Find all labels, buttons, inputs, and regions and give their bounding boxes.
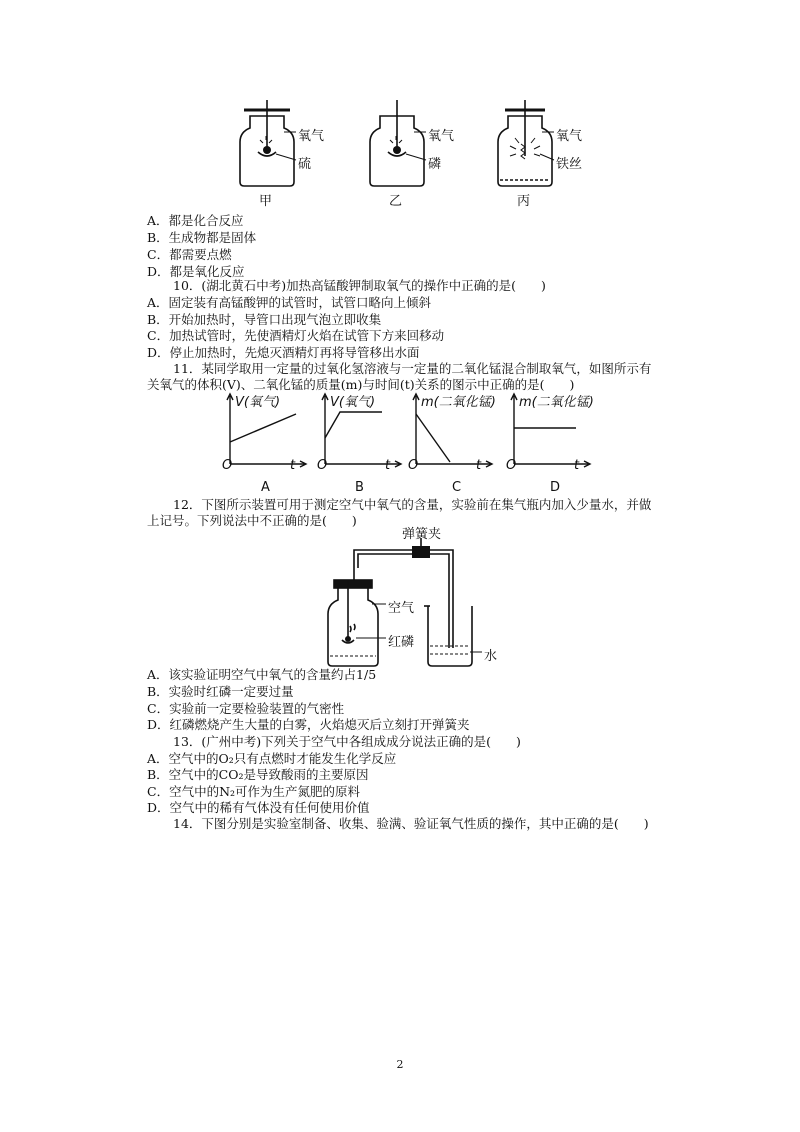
jar3-iron-wire-label: 铁丝 bbox=[556, 157, 583, 172]
q13-stem: 13．(广州中考)下列关于空气中各组成成分说法正确的是( ) bbox=[173, 734, 521, 749]
q9-option-c: C．都需要点燃 bbox=[147, 247, 232, 262]
jar1-oxygen-label: 氧气 bbox=[298, 129, 325, 144]
page-number: 2 bbox=[396, 1058, 404, 1071]
graph-a-curve bbox=[230, 414, 296, 442]
q11-stem-line2: 关氧气的体积(V)、二氧化锰的质量(m)与时间(t)关系的图示中正确的是( ) bbox=[147, 377, 575, 392]
graph-a-caption: A bbox=[261, 480, 270, 495]
q10-option-b: B．开始加热时，导管口出现气泡立即收集 bbox=[147, 312, 382, 327]
spring-clamp-label: 弹簧夹 bbox=[402, 527, 442, 542]
q13-option-d: D．空气中的稀有气体没有任何使用价值 bbox=[147, 800, 370, 815]
jar2-caption: 乙 bbox=[389, 194, 403, 209]
q10-option-c: C．加热试管时，先使酒精灯火焰在试管下方来回移动 bbox=[147, 328, 445, 343]
graph-b-curve bbox=[325, 412, 382, 438]
q14-stem: 14．下图分别是实验室制备、收集、验满、验证氧气性质的操作，其中正确的是( ) bbox=[173, 816, 649, 831]
graph-c-xlabel: t bbox=[476, 458, 482, 473]
combustion-jars-figure bbox=[230, 96, 590, 236]
graph-a-origin: O bbox=[222, 458, 233, 473]
q10-stem: 10．(湖北黄石中考)加热高锰酸钾制取氧气的操作中正确的是( ) bbox=[173, 278, 546, 293]
q12-option-d: D．红磷燃烧产生大量的白雾，火焰熄灭后立刻打开弹簧夹 bbox=[147, 717, 470, 732]
q12-stem-line2: 上记号。下列说法中不正确的是( ) bbox=[147, 513, 357, 528]
graph-c-ylabel: m(二氧化锰) bbox=[421, 395, 496, 410]
q9-option-a: A．都是化合反应 bbox=[147, 213, 244, 228]
air-label: 空气 bbox=[388, 601, 415, 616]
q9-option-b: B．生成物都是固体 bbox=[147, 230, 257, 245]
graph-b-caption: B bbox=[355, 480, 364, 495]
graph-b-origin: O bbox=[317, 458, 328, 473]
graph-d-xlabel: t bbox=[574, 458, 580, 473]
q12-stem-line1: 12．下图所示装置可用于测定空气中氧气的含量，实验前在集气瓶内加入少量水，并做 bbox=[173, 497, 652, 512]
q12-option-a: A．该实验证明空气中氧气的含量约占1/5 bbox=[147, 667, 377, 682]
jar1-sulfur-label: 硫 bbox=[298, 157, 312, 172]
q12-option-b: B．实验时红磷一定要过量 bbox=[147, 684, 294, 699]
q13-option-a: A．空气中的O₂只有点燃时才能发生化学反应 bbox=[147, 751, 397, 766]
graph-b-xlabel: t bbox=[385, 458, 391, 473]
q13-option-c: C．空气中的N₂可作为生产氮肥的原料 bbox=[147, 784, 361, 799]
graph-d-caption: D bbox=[550, 480, 561, 495]
jar2-phosphorus-label: 磷 bbox=[428, 157, 442, 172]
graph-c-caption: C bbox=[452, 480, 462, 495]
q10-option-d: D．停止加热时，先熄灭酒精灯再将导管移出水面 bbox=[147, 345, 420, 360]
jar3-caption: 丙 bbox=[517, 194, 531, 209]
graph-a-ylabel: V(氧气) bbox=[235, 395, 281, 410]
graph-a-xlabel: t bbox=[290, 458, 296, 473]
graph-c-curve bbox=[416, 414, 450, 462]
q12-option-c: C．实验前一定要检验装置的气密性 bbox=[147, 701, 345, 716]
q10-option-a: A．固定装有高锰酸钾的试管时，试管口略向上倾斜 bbox=[147, 295, 432, 310]
graph-c-origin: O bbox=[408, 458, 419, 473]
jar2-oxygen-label: 氧气 bbox=[428, 129, 455, 144]
jar1-caption: 甲 bbox=[259, 194, 273, 209]
water-label: 水 bbox=[484, 649, 498, 664]
jar3-oxygen-label: 氧气 bbox=[556, 129, 583, 144]
q13-option-b: B．空气中的CO₂是导致酸雨的主要原因 bbox=[147, 767, 369, 782]
graph-b-ylabel: V(氧气) bbox=[330, 395, 376, 410]
q9-option-d: D．都是氧化反应 bbox=[147, 264, 245, 279]
q11-stem-line1: 11．某同学取用一定量的过氧化氢溶液与一定量的二氧化锰混合制取氧气，如图所示有 bbox=[173, 361, 652, 376]
graph-d-origin: O bbox=[506, 458, 517, 473]
red-phosphorus-label: 红磷 bbox=[388, 635, 415, 650]
graph-d-ylabel: m(二氧化锰) bbox=[519, 395, 594, 410]
